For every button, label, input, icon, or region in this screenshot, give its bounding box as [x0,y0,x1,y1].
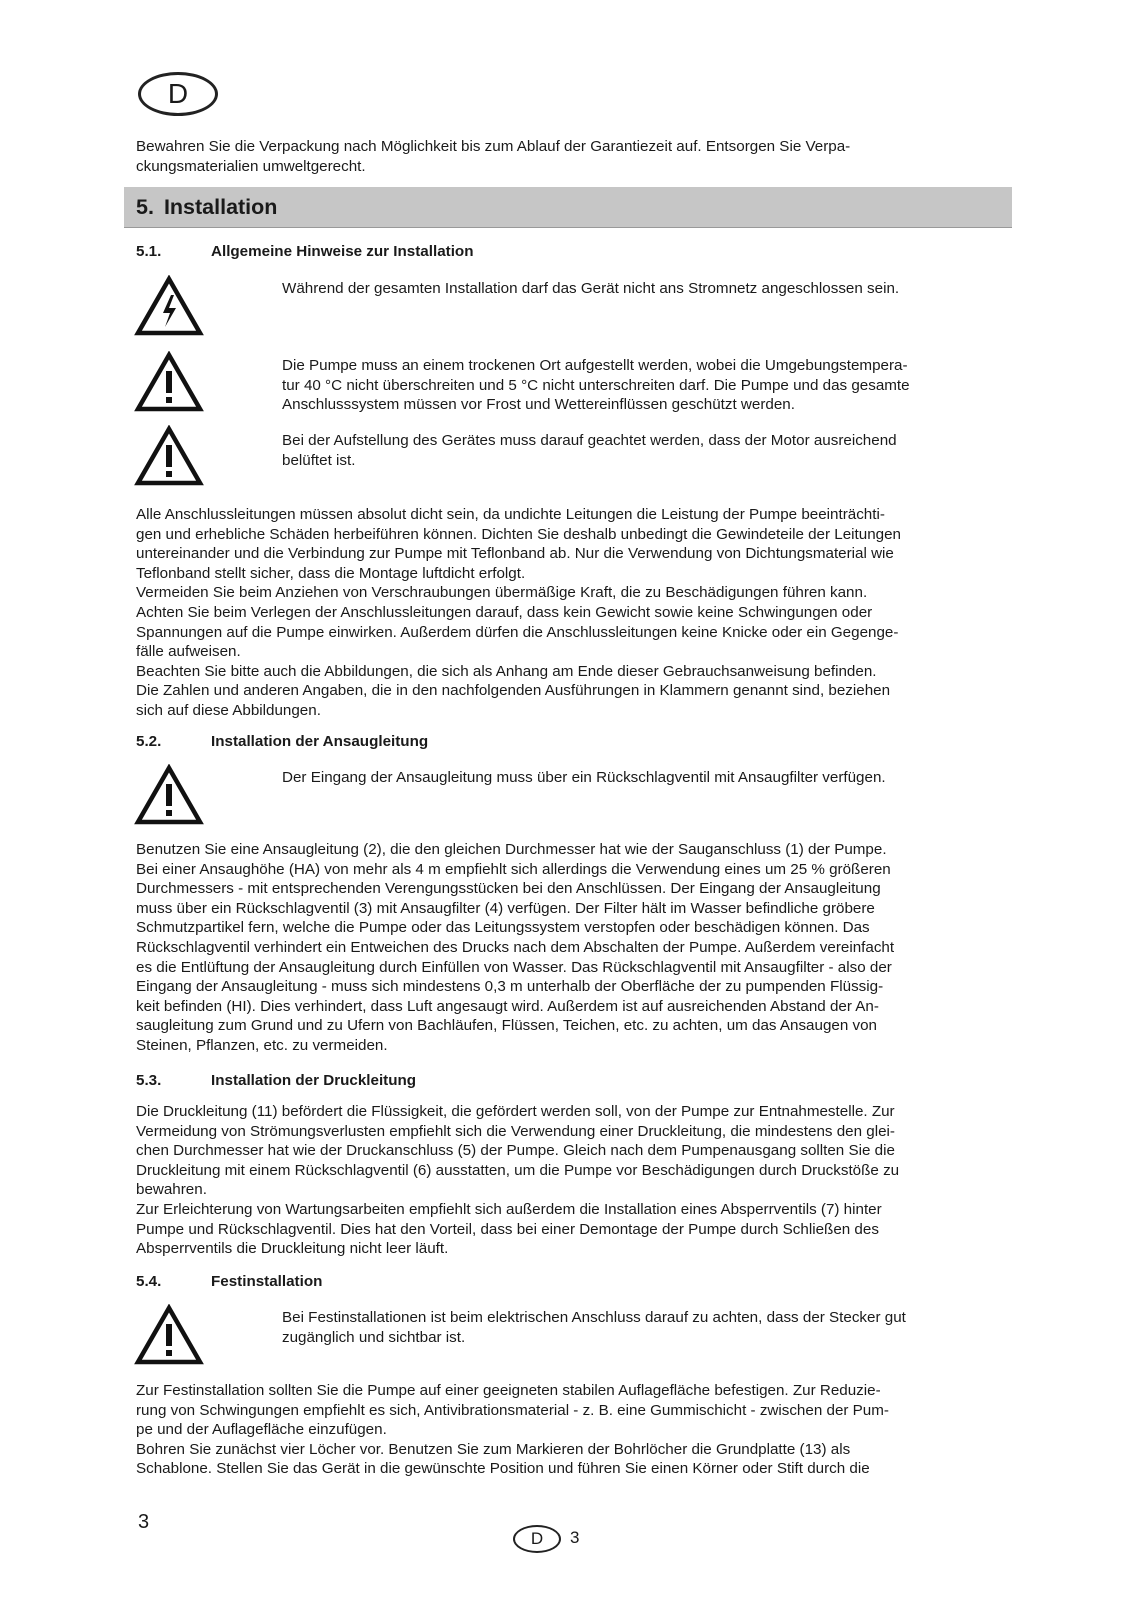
subsection-heading-5-1 [136,243,836,263]
text-line: Rückschlagventil verhindert ein Entweichen des Drucks nach dem Abschalten der Pumpe. Außerdem vereinfacht [136,938,895,956]
text-line: Anschlusssystem müssen vor Frost und Wettereinflüssen geschützt werden. [282,396,795,414]
text-line: es die Entlüftung der Ansaugleitung durch Einfüllen von Wasser. Das Rückschlagventil mit Ansaugfilter - also der [136,958,892,976]
subsection-number: 5.2. [136,733,162,750]
intro-text [136,137,996,176]
text-line: Zur Erleichterung von Wartungsarbeiten empfiehlt sich außerdem die Installation eines Absperrventils (7) hinter [136,1200,882,1218]
text-line: fälle aufweisen. [136,643,241,661]
text-line: Die Zahlen und anderen Angaben, die in den nachfolgenden Ausführungen in Klammern genannt sind, beziehen [136,682,891,700]
text-line: Schmutzpartikel fern, welche die Pumpe oder das Leitungssystem verstopfen oder beschädigen können. Das [136,919,870,937]
body-5-1 [136,505,1016,721]
text-line: chen Durchmesser hat wie der Druckanschluss (5) der Pumpe. Gleich nach dem Pumpenausgang sollten Sie die [136,1142,895,1160]
section-heading [124,187,1012,228]
text-line: Bei Festinstallationen ist beim elektrischen Anschluss darauf zu achten, dass der Stecker gut [282,1309,906,1326]
text-line: rung von Schwingungen empfiehlt es sich, Antivibrationsmaterial - z. B. eine Gummischicht - zwischen der Pum- [136,1401,889,1419]
subsection-number: 5.4. [136,1273,162,1290]
text-line: Bewahren Sie die Verpackung nach Möglichkeit bis zum Ablauf der Garantiezeit auf. Entsorgen Sie Verpa- [136,138,851,155]
subsection-heading-5-4 [136,1273,836,1293]
footer-page-number: 3 [570,1528,580,1547]
text-line: Bei der Aufstellung des Gerätes muss darauf geachtet werden, dass der Motor ausreichend [282,432,897,449]
subsection-heading-5-2 [136,733,836,753]
exclamation-warning-icon [134,1304,204,1366]
note-location [282,356,1002,415]
text-line: keit befinden (HI). Dies verhindert, dass Luft angesaugt wird. Außerdem ist auf ausreichenden Abstand der An- [136,997,879,1015]
text-line: Alle Anschlussleitungen müssen absolut dicht sein, da undichte Leitungen die Leistung der Pumpe beeinträchti- [136,506,885,523]
text-line: belüftet ist. [282,451,356,469]
note-intake: Der Eingang der Ansaugleitung muss über ein Rückschlagventil mit Ansaugfilter verfügen. [282,769,886,786]
text-line: Bei einer Ansaughöhe (HA) von mehr als 4 m empfiehlt sich allerdings die Verwendung eines um 25 % größeren [136,860,891,878]
text-line: Vermeidung von Strömungsverlusten empfiehlt sich die Verwendung einer Druckleitung, die mindestens den glei- [136,1122,895,1140]
exclamation-warning-icon [134,764,204,826]
note-electric: Während der gesamten Installation darf das Gerät nicht ans Stromnetz angeschlossen sein. [282,280,900,297]
text-line: saugleitung zum Grund und zu Ufern von Bachläufen, Flüssen, Teichen, etc. zu achten, um das Ansaugen von [136,1017,877,1035]
text-line: Absperrventils die Druckleitung nicht leer läuft. [136,1240,449,1258]
footer-language-badge: D [513,1525,561,1553]
text-line: Benutzen Sie eine Ansaugleitung (2), die den gleichen Durchmesser hat wie der Sauganschluss (1) der Pumpe. [136,841,887,858]
text-line: Steinen, Pflanzen, etc. zu vermeiden. [136,1036,388,1054]
text-line: Spannungen auf die Pumpe einwirken. Außerdem dürfen die Anschlussleitungen keine Knicke oder ein Gegenge- [136,623,899,641]
text-line: Teflonband stellt sicher, dass die Montage luftdicht erfolgt. [136,564,526,582]
exclamation-warning-icon [134,351,204,413]
section-title: Installation [163,194,278,219]
exclamation-warning-icon [134,425,204,487]
text-line: Zur Festinstallation sollten Sie die Pumpe auf einer geeigneten stabilen Auflagefläche befestigen. Zur Reduzie- [136,1382,881,1399]
page-number: 3 [138,1511,150,1533]
subsection-number: 5.1. [136,243,162,260]
text-line: Beachten Sie bitte auch die Abbildungen, die sich als Anhang am Ende dieser Gebrauchsanweisung befinden. [136,662,877,680]
text-line: Schablone. Stellen Sie das Gerät in die gewünschte Position und führen Sie einen Körner oder Stift durch die [136,1460,870,1478]
subsection-number: 5.3. [136,1072,162,1089]
text-line: Eingang der Ansaugleitung - muss sich mindestens 0,3 m unterhalb der Oberfläche der zu pumpenden Flüssig- [136,978,884,996]
text-line: Pumpe und Rückschlagventil. Dies hat den Vorteil, dass bei einer Demontage der Pumpe durch Schließen des [136,1220,879,1238]
section-number: 5. [136,194,154,219]
body-5-2 [136,840,1016,1056]
subsection-title: Installation der Druckleitung [211,1072,417,1089]
text-line: ckungsmaterialien umweltgerecht. [136,157,366,175]
text-line: muss über ein Rückschlagventil (3) mit Ansaugfilter (4) verfügen. Der Filter hält im Wasser befindliche gröbere [136,899,875,917]
text-line: Die Pumpe muss an einem trockenen Ort aufgestellt werden, wobei die Umgebungstempera- [282,357,908,374]
body-5-4 [136,1381,1016,1479]
text-line: Druckleitung mit einem Rückschlagventil (6) ausstatten, um die Pumpe vor Beschädigungen durch Druckstöße zu [136,1161,900,1179]
text-line: gen und erhebliche Schäden herbeiführen können. Dichten Sie deshalb unbedingt die Gewindeteile der Leitungen [136,525,902,543]
text-line: Bohren Sie zunächst vier Löcher vor. Benutzen Sie zum Markieren der Bohrlöcher die Grundplatte (13) als [136,1440,851,1458]
text-line: zugänglich und sichtbar ist. [282,1328,466,1346]
text-line: pe und der Auflagefläche einzufügen. [136,1421,387,1439]
body-5-3 [136,1102,1016,1259]
high-voltage-warning-icon [134,275,204,337]
note-fixed-install [282,1308,1002,1347]
text-line: bewahren. [136,1181,207,1199]
note-ventilation [282,431,1002,470]
text-line: tur 40 °C nicht überschreiten und 5 °C nicht unterschreiten darf. Die Pumpe und das gesamte [282,376,910,394]
text-line: Die Druckleitung (11) befördert die Flüssigkeit, die gefördert werden soll, von der Pumpe zur Entnahmestelle. Zur [136,1103,895,1120]
text-line: Durchmessers - mit entsprechenden Verengungsstücken bei den Anschlüssen. Der Eingang der Ansaugleitung [136,880,881,898]
subsection-title: Installation der Ansaugleitung [211,733,429,750]
text-line: sich auf diese Abbildungen. [136,701,321,719]
language-badge: D [138,72,218,116]
text-line: Achten Sie beim Verlegen der Anschlussleitungen darauf, dass kein Gewicht sowie keine Schwingungen oder [136,603,873,621]
subsection-heading-5-3 [136,1072,836,1092]
text-line: Vermeiden Sie beim Anziehen von Verschraubungen übermäßige Kraft, die zu Beschädigungen führen kann. [136,584,868,602]
subsection-title: Festinstallation [211,1273,323,1290]
subsection-title: Allgemeine Hinweise zur Installation [211,243,474,260]
text-line: untereinander und die Verbindung zur Pumpe mit Teflonband ab. Nur die Verwendung von Dichtungsmaterial wie [136,545,894,563]
